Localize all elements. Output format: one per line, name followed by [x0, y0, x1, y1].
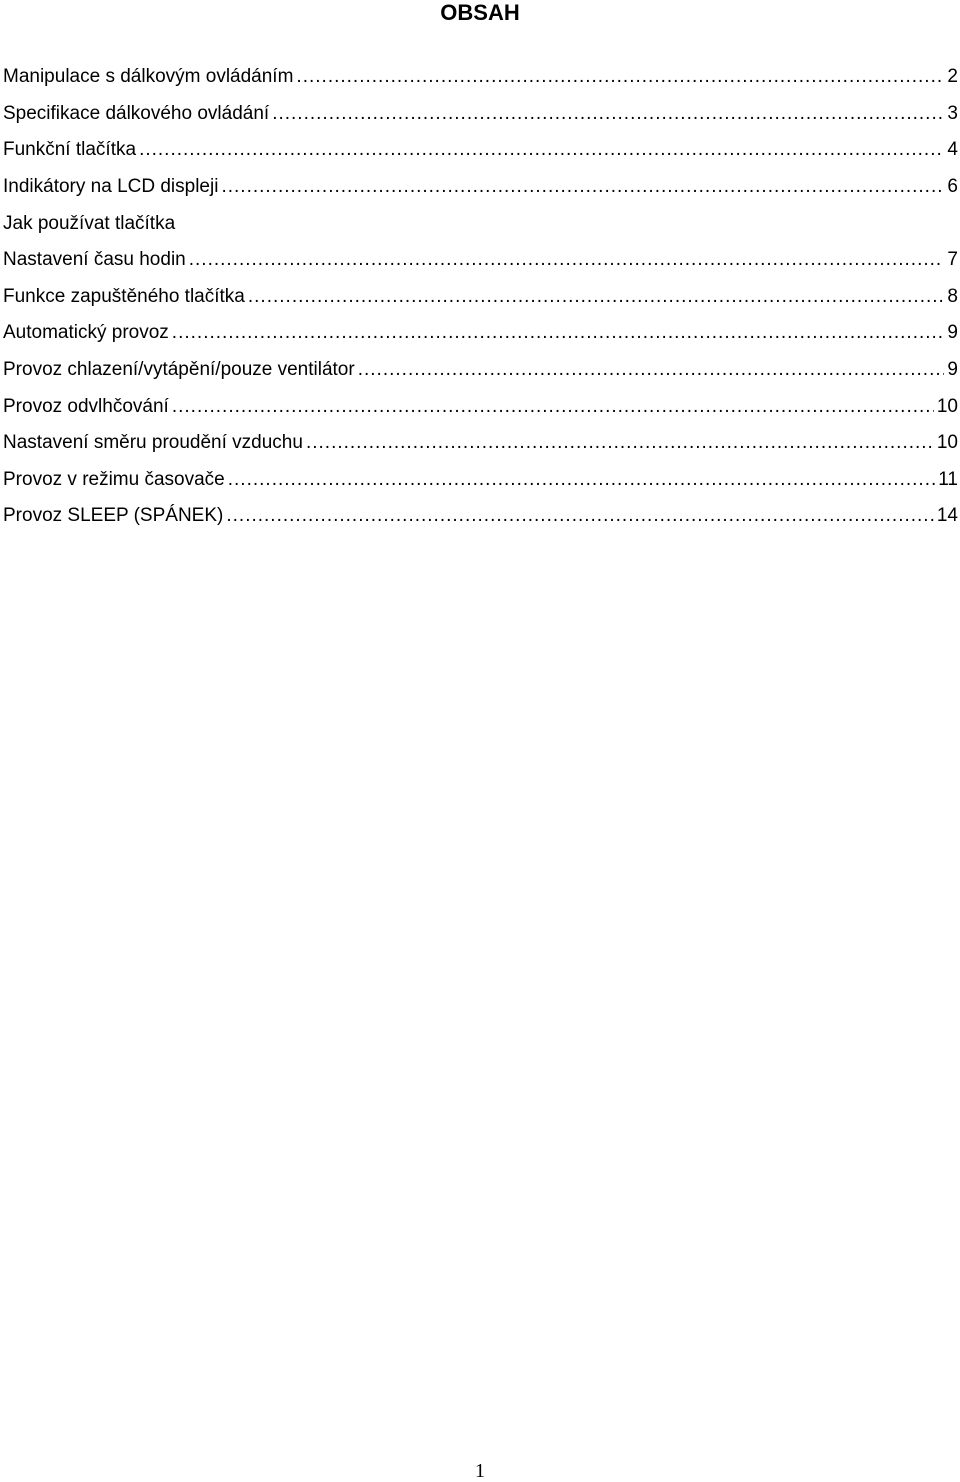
toc-entry-jak-pouzivat[interactable]	[3, 205, 958, 242]
toc-entry-page: 8	[947, 285, 958, 307]
toc-entry-odvlhcovani[interactable]	[3, 388, 958, 425]
toc-entry-page: 2	[947, 66, 958, 88]
toc-leader-dots	[228, 469, 936, 491]
toc-entry-text: Nastavení směru proudění vzduchu	[3, 432, 303, 454]
toc-leader-dots	[248, 286, 945, 308]
toc-entry-page: 4	[947, 139, 958, 161]
toc-entry-text: Jak používat tlačítka	[3, 212, 176, 234]
toc-entry-sleep[interactable]	[3, 498, 958, 535]
toc-entry-text: Indikátory na LCD displeji	[3, 176, 219, 198]
toc-entry-page: 9	[947, 359, 958, 381]
toc-entry-text: Automatický provoz	[3, 322, 169, 344]
toc-leader-dots	[172, 396, 934, 418]
toc-leader-dots	[189, 249, 945, 271]
toc-entry-chlazeni-vytapeni[interactable]	[3, 352, 958, 389]
toc-entry-text: Specifikace dálkového ovládání	[3, 102, 270, 124]
toc-entry-text: Funkce zapuštěného tlačítka	[3, 285, 245, 307]
toc-entry-text: Nastavení času hodin	[3, 249, 186, 271]
toc-entry-text: Funkční tlačítka	[3, 139, 137, 161]
toc-entry-page: 9	[947, 322, 958, 344]
toc-entry-page: 11	[938, 468, 958, 490]
toc-entry-text: Provoz odvlhčování	[3, 395, 169, 417]
table-of-contents	[3, 59, 958, 535]
toc-entry-smer-proudeni[interactable]	[3, 425, 958, 462]
page-title: OBSAH	[440, 0, 520, 25]
toc-leader-dots	[139, 139, 944, 161]
toc-leader-dots	[272, 103, 944, 125]
toc-leader-dots	[226, 505, 934, 527]
toc-entry-text: Provoz SLEEP (SPÁNEK)	[3, 505, 224, 527]
toc-entry-text: Manipulace s dálkovým ovládáním	[3, 66, 294, 88]
toc-entry-funkcni-tlacitka[interactable]	[3, 132, 958, 169]
page-number: 1	[475, 1460, 485, 1482]
toc-entry-page: 7	[947, 249, 958, 271]
toc-entry-nastaveni-casu[interactable]	[3, 242, 958, 279]
toc-entry-automaticky-provoz[interactable]	[3, 315, 958, 352]
toc-entry-page: 10	[936, 395, 958, 417]
toc-entry-casovac[interactable]	[3, 462, 958, 499]
toc-entry-specifikace[interactable]	[3, 96, 958, 133]
toc-entry-indikatory[interactable]	[3, 169, 958, 206]
toc-entry-page: 14	[936, 505, 958, 527]
toc-entry-page: 10	[936, 432, 958, 454]
toc-leader-dots	[172, 322, 945, 344]
toc-entry-page: 6	[947, 176, 958, 198]
toc-entry-manipulace[interactable]	[3, 59, 958, 96]
toc-entry-zapusteneho-tlacitka[interactable]	[3, 279, 958, 316]
toc-entry-text: Provoz v režimu časovače	[3, 468, 225, 490]
toc-leader-dots	[306, 432, 934, 454]
toc-leader-dots	[358, 359, 945, 381]
toc-entry-page: 3	[947, 102, 958, 124]
toc-leader-dots	[221, 176, 944, 198]
toc-leader-dots	[296, 66, 944, 88]
toc-entry-text: Provoz chlazení/vytápění/pouze ventilátor	[3, 359, 355, 381]
